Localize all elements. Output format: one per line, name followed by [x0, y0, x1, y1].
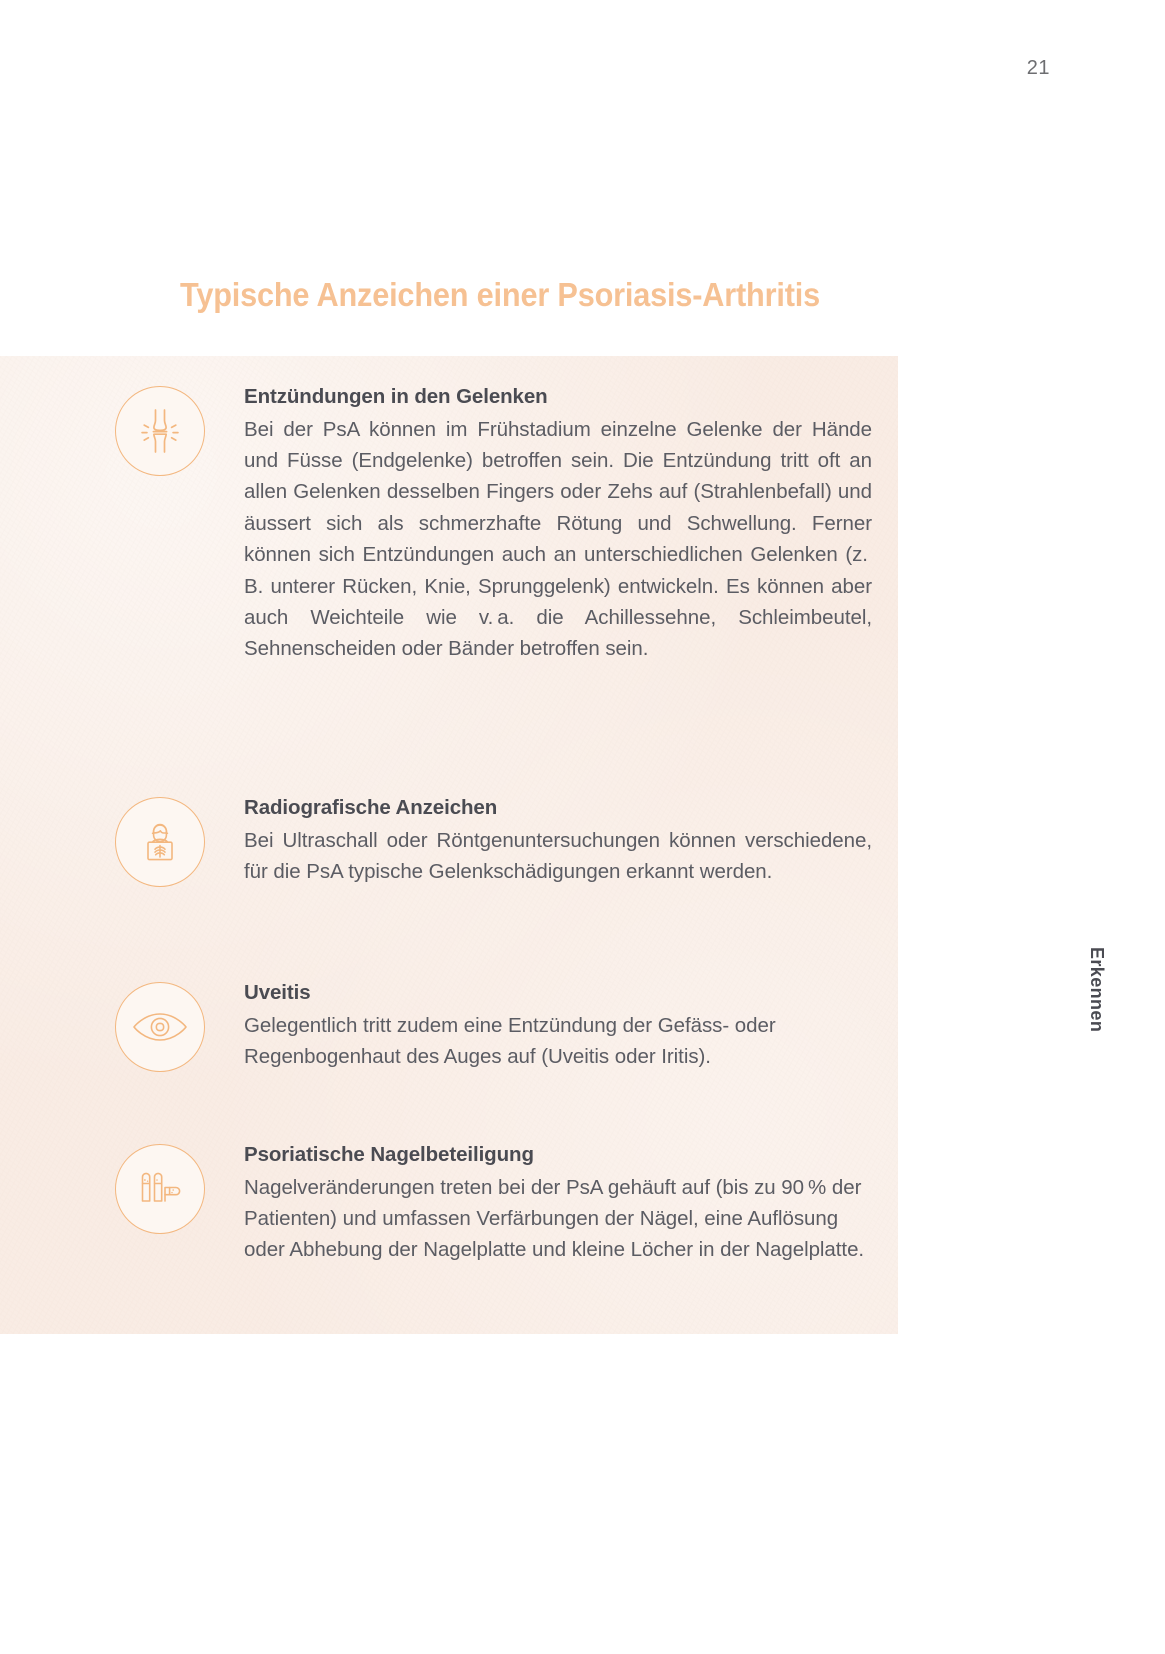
section-heading: Entzündungen in den Gelenken [244, 385, 548, 408]
icon-circle [115, 1144, 205, 1234]
icon-circle [115, 982, 205, 1072]
section-entzuendungen-in-den-gelenken [112, 382, 872, 665]
inflamed-joint-icon [132, 403, 188, 459]
xray-examination-icon [133, 815, 187, 869]
icon-container [112, 793, 208, 887]
chapter-side-tab: Erkennen [1087, 947, 1107, 1033]
eye-icon [131, 1006, 189, 1048]
page-title: Typische Anzeichen einer Psoriasis-Arthritis [180, 276, 820, 313]
section-body [208, 978, 872, 1072]
fingernails-icon [132, 1165, 188, 1213]
icon-circle [115, 797, 205, 887]
section-text: Bei Ultraschall oder Röntgenuntersuchungen können verschiedene, für die PsA typische Gelenkschädigungen erkannt werden. [244, 828, 872, 884]
icon-circle [115, 386, 205, 476]
icon-container [112, 382, 208, 476]
section-body [208, 793, 872, 887]
section-psoriatische-nagelbeteiligung [112, 1140, 872, 1266]
section-body [208, 1140, 872, 1266]
section-body [208, 382, 872, 665]
page-number: 21 [1026, 57, 1050, 79]
section-text: Gelegentlich tritt zudem eine Entzündung der Gefäss- oder Regenbogenhaut des Auges auf (Uveitis oder Iritis). [244, 1013, 776, 1069]
section-radiografische-anzeichen [112, 793, 872, 887]
section-heading: Radiografische Anzeichen [244, 796, 498, 819]
section-heading: Uveitis [244, 981, 311, 1004]
section-text: Nagelveränderungen treten bei der PsA gehäuft auf (bis zu 90 % der Patienten) und umfassen Verfärbungen der Nägel, eine Auflösung oder Abhebung der Nagelplatte und kleine Löcher in der Nagelplatte. [244, 1175, 865, 1262]
icon-container [112, 1140, 208, 1234]
section-uveitis [112, 978, 872, 1072]
section-heading: Psoriatische Nagelbeteiligung [244, 1143, 534, 1166]
section-text: Bei der PsA können im Frühstadium einzelne Gelenke der Hände und Füsse (Endgelenke) betroffen sein. Die Entzündung tritt oft an allen Gelenken desselben Fingers oder Zehs auf (Strahlenbefall) und äussert sich als schmerzhafte Rötung und Schwellung. Ferner können sich Entzündungen auch an unterschiedlichen Gelenken (z. B. unterer Rücken, Knie, Sprunggelenk) entwickeln. Es können aber auch Weichteile wie v. a. die Achillessehne, Schleimbeutel, Sehnenscheiden oder Bänder betroffen sein. [244, 417, 872, 661]
icon-container [112, 978, 208, 1072]
